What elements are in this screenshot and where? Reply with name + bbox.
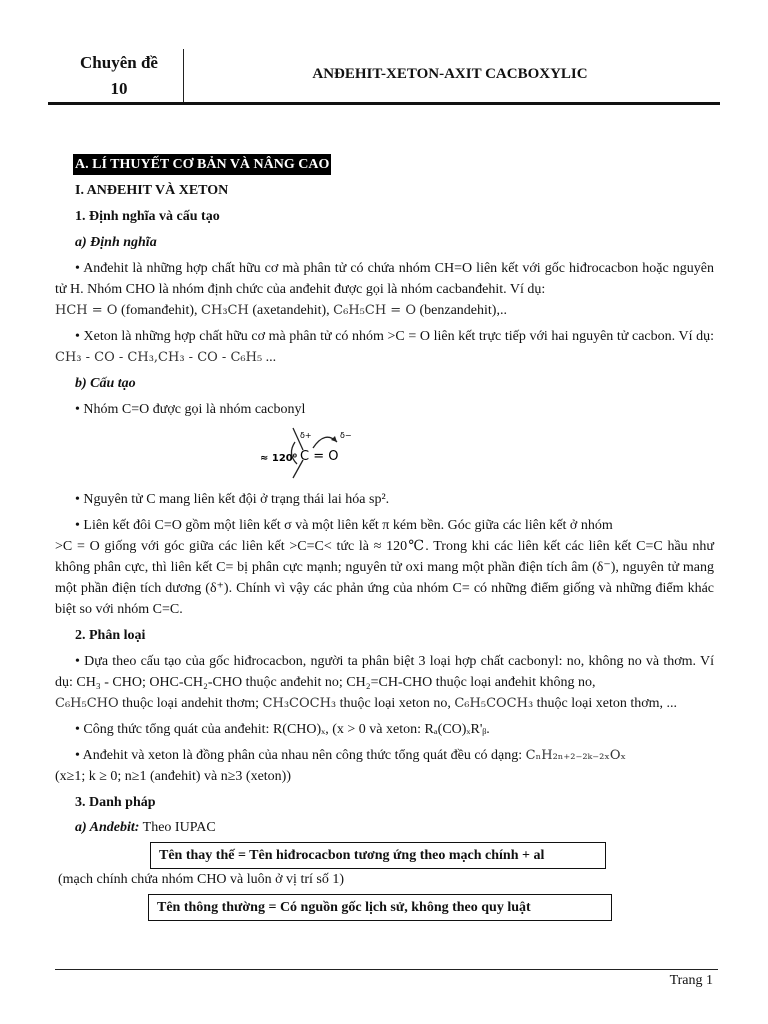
formula-benzaldehyde-2: C₆H₅CHO xyxy=(55,696,119,711)
delta-minus-label: δ− xyxy=(340,431,352,440)
subsection-2-heading: 2. Phân loại xyxy=(75,628,146,643)
general-formula: CₙH₂ₙ₊₂₋₂ₖ₋₂ₓOₓ xyxy=(525,748,627,763)
carbonyl-diagram xyxy=(55,424,714,484)
classification-paragraph-2: • Công thức tổng quát của anđehit: R(CHO)ₓ, (x > 0 và xeton: Rₐ(CO)ₓR'ᵦ. xyxy=(75,722,490,737)
definition-paragraph-2: • Xeton là những hợp chất hữu cơ mà phân tử có nhóm >C = O liên kết trực tiếp với hai nguyên tử cacbon. Ví dụ: CH₃ - CO - CH₃,CH₃ - CO - C₆H₅ ... xyxy=(55,329,714,365)
formula-formaldehyde: HCH = O xyxy=(55,303,118,318)
definition-heading: a) Định nghĩa xyxy=(75,235,157,250)
footer-rule xyxy=(55,969,718,970)
subsection-3-heading: 3. Danh pháp xyxy=(75,795,156,810)
header-divider xyxy=(183,49,184,102)
formula-ketones: CH₃ - CO - CH₃,CH₃ - CO - C₆H₅ xyxy=(55,350,263,365)
page-number: Trang 1 xyxy=(669,973,713,988)
structure-paragraph-4: >C = O giống với góc giữa các liên kết >C=C< tức là ≈ 120℃. Trong khi các liên kết các liên kết C=C hầu như không phân cực, thì liên kết C= bị phân cực mạnh; nguyên tử oxi mang một phần điện tích âm (δ⁻), nguyên tử mang một phần điện tích dương (δ⁺). Chính vì vậy các phản ứng của nhóm C= có những điểm giống và những điểm khác biệt so với nhóm C=C. xyxy=(55,539,714,617)
subsection-1-heading: 1. Định nghĩa và cấu tạo xyxy=(75,209,220,224)
arrow-head xyxy=(331,436,337,442)
topic-line2: 10 xyxy=(110,79,128,98)
carbonyl-svg xyxy=(55,424,714,484)
example-line-1: HCH = O (fomanđehit), CH₃CH (axetandehit), C₆H₅CH = O (benzandehit),.. xyxy=(55,303,507,318)
structure-paragraph-3: • Liên kết đôi C=O gồm một liên kết σ và một liên kết π kém bền. Góc giữa các liên kết ở nhóm xyxy=(75,518,613,533)
document-body xyxy=(55,154,714,921)
definition-paragraph-1: • Anđehit là những hợp chất hữu cơ mà phân tử có chứa nhóm CH=O liên kết với gốc hiđrocacbon hoặc nguyên tử H. Nhóm CHO là nhóm định chức của anđehit được gọi là nhóm cacbanđehit. Ví dụ: xyxy=(55,261,714,297)
formula-acetophenone: C₆H₅COCH₃ xyxy=(454,696,534,711)
common-name-box: Tên thông thường = Có nguồn gốc lịch sử, không theo quy luật xyxy=(148,894,612,921)
header-rule xyxy=(48,102,720,105)
structure-paragraph-1: • Nhóm C=O được gọi là nhóm cacbonyl xyxy=(75,402,306,417)
section-a-heading: A. LÍ THUYẾT CƠ BẢN VÀ NÂNG CAO xyxy=(73,154,331,175)
formula-benzaldehyde: C₆H₅CH = O xyxy=(333,303,416,318)
carbonyl-group: C = O xyxy=(300,449,339,464)
structure-heading: b) Cấu tạo xyxy=(75,376,136,391)
topic-line1: Chuyên đề xyxy=(80,53,158,72)
classification-paragraph-4: (x≥1; k ≥ 0; n≥1 (anđehit) và n≥3 (xeton)) xyxy=(55,769,292,784)
page-title: ANĐEHIT-XETON-AXIT CACBOXYLIC xyxy=(312,66,588,82)
topic-label xyxy=(55,50,183,102)
angle-label: ≈ 120⁰ xyxy=(260,453,298,464)
formula-acetaldehyde: CH₃CH xyxy=(201,303,249,318)
structure-paragraph-2: • Nguyên tử C mang liên kết đội ở trạng thái lai hóa sp². xyxy=(75,492,390,507)
section-1-heading: I. ANĐEHIT VÀ XETON xyxy=(75,183,229,198)
naming-heading: a) Andebit: xyxy=(75,820,140,835)
classification-examples: C₆H₅CHO thuộc loại andehit thơm; CH₃COCH₃ thuộc loại xeton no, C₆H₅COCH₃ thuộc loại xeton thơm, ... xyxy=(55,696,678,711)
classification-paragraph-1: • Dựa theo cấu tạo của gốc hiđrocacbon, người ta phân biệt 3 loại hợp chất cacbonyl: no, không no và thơm. Ví dụ: CH₃ - CHO; OHC-CH₂-CHO thuộc anđehit no; CH₂=CH-CHO thuộc loại anđehit không no, xyxy=(55,654,714,690)
classification-paragraph-3: • Anđehit và xeton là đồng phân của nhau nên công thức tổng quát đều có dạng: CₙH₂ₙ₊₂₋₂ₖ₋₂ₓOₓ xyxy=(75,748,627,763)
substitutive-name-box: Tên thay thế = Tên hiđrocacbon tương ứng theo mạch chính + al xyxy=(150,842,606,869)
naming-line: a) Andebit: Theo IUPAC xyxy=(75,820,216,835)
delta-plus-label: δ+ xyxy=(300,431,312,440)
formula-acetone: CH₃COCH₃ xyxy=(262,696,337,711)
main-chain-note: (mạch chính chứa nhóm CHO và luôn ở vị trí số 1) xyxy=(58,872,344,887)
